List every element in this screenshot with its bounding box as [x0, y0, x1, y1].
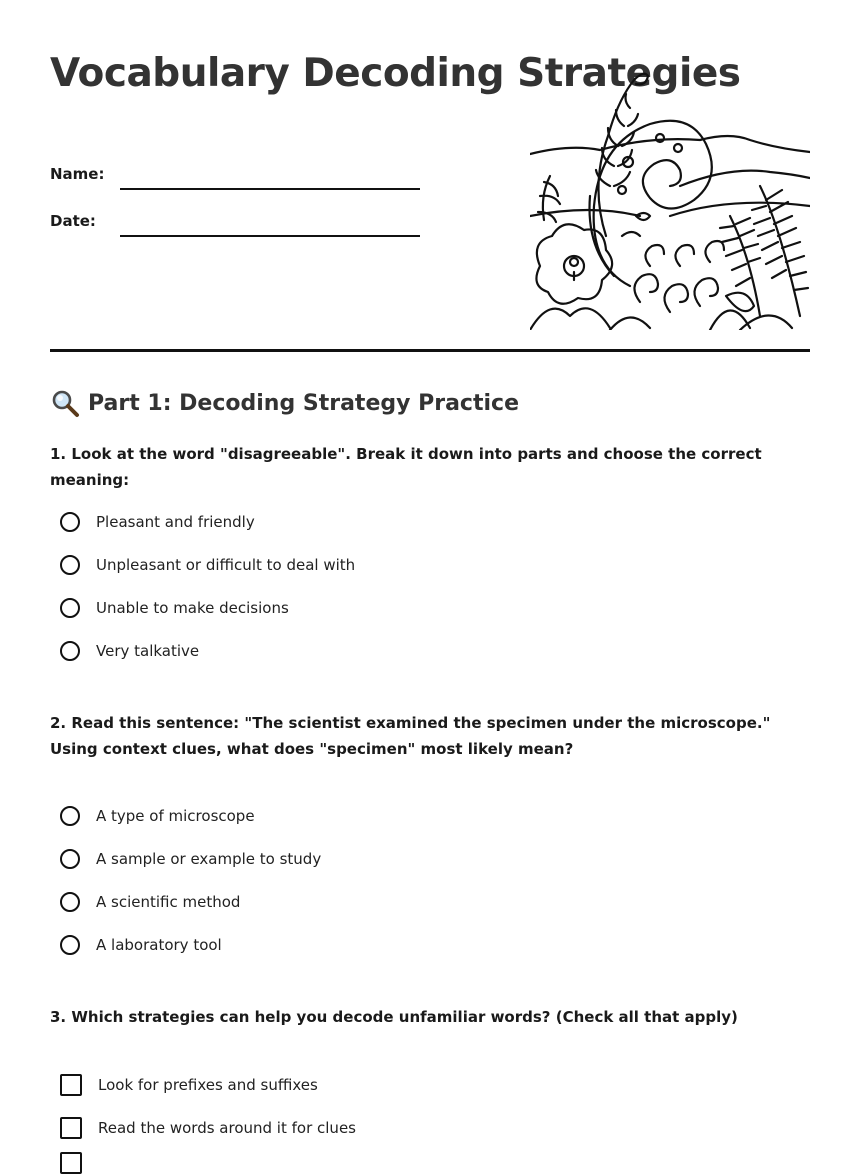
q1-option-1[interactable] — [60, 509, 255, 535]
option-label: Pleasant and friendly — [96, 513, 255, 531]
radio-button[interactable] — [60, 555, 80, 575]
option-label: Unable to make decisions — [96, 599, 289, 617]
radio-button[interactable] — [60, 641, 80, 661]
name-label: Name: — [50, 165, 105, 183]
checkbox[interactable] — [60, 1074, 82, 1096]
option-label: A scientific method — [96, 893, 241, 911]
q3-option-1[interactable] — [60, 1072, 318, 1098]
q2-option-2[interactable] — [60, 846, 321, 872]
radio-button[interactable] — [60, 512, 80, 532]
option-label: Look for prefixes and suffixes — [98, 1076, 318, 1094]
worksheet-page — [50, 0, 810, 1137]
radio-button[interactable] — [60, 892, 80, 912]
question-1: 1. Look at the word "disagreeable". Break it down into parts and choose the correct meaning: — [50, 445, 762, 489]
q1-option-3[interactable] — [60, 595, 289, 621]
q1-option-2[interactable] — [60, 552, 355, 578]
q2-option-1[interactable] — [60, 803, 255, 829]
name-line[interactable] — [120, 188, 420, 190]
radio-button[interactable] — [60, 935, 80, 955]
q3-option-3-partial[interactable] — [60, 1150, 98, 1176]
koru-fern-illustration-icon — [530, 66, 810, 330]
radio-button[interactable] — [60, 849, 80, 869]
question-3: 3. Which strategies can help you decode unfamiliar words? (Check all that apply) — [50, 1008, 738, 1026]
part1-title: Part 1: Decoding Strategy Practice — [88, 390, 519, 416]
q1-option-4[interactable] — [60, 638, 199, 664]
checkbox[interactable] — [60, 1152, 82, 1174]
part1-heading — [50, 388, 519, 418]
worksheet-header — [50, 0, 810, 352]
radio-button[interactable] — [60, 806, 80, 826]
checkbox[interactable] — [60, 1117, 82, 1139]
worksheet-title: Vocabulary Decoding Strategies — [50, 51, 741, 96]
option-label: A laboratory tool — [96, 936, 222, 954]
option-label: Unpleasant or difficult to deal with — [96, 556, 356, 574]
name-field[interactable] — [50, 160, 420, 190]
date-line[interactable] — [120, 235, 420, 237]
option-label: A type of microscope — [96, 807, 255, 825]
date-field[interactable] — [50, 207, 420, 237]
question-2: 2. Read this sentence: "The scientist examined the specimen under the microscope." Using context clues, what does "specimen" most likely mean? — [50, 714, 771, 758]
date-label: Date: — [50, 212, 96, 230]
q3-option-2[interactable] — [60, 1115, 356, 1141]
option-label: Read the words around it for clues — [98, 1119, 356, 1137]
radio-button[interactable] — [60, 598, 80, 618]
q2-option-3[interactable] — [60, 889, 240, 915]
q2-option-4[interactable] — [60, 932, 222, 958]
option-label: A sample or example to study — [96, 850, 322, 868]
magnifying-glass-icon — [50, 388, 80, 418]
option-label: Very talkative — [96, 642, 200, 660]
